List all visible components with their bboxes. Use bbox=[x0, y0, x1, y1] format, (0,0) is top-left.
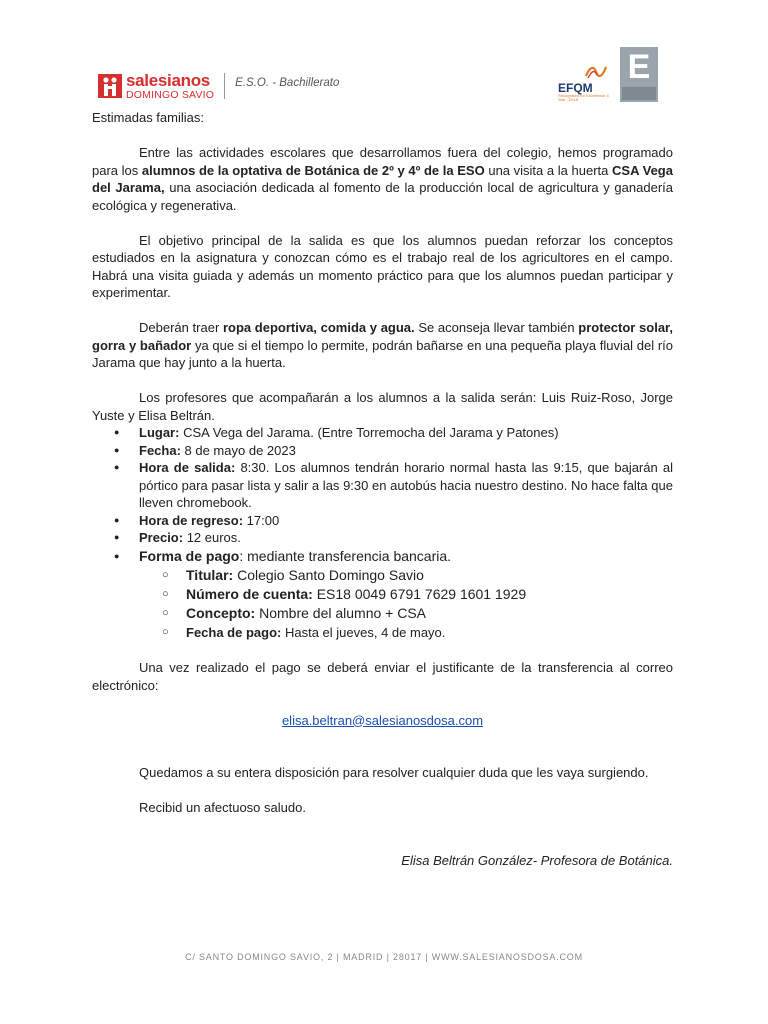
fecha-label: Fecha: bbox=[139, 442, 181, 458]
list-item-precio bbox=[92, 529, 673, 547]
hora-regreso-label: Hora de regreso: bbox=[139, 512, 244, 528]
forma-pago-value: : mediante transferencia bancaria. bbox=[239, 547, 452, 564]
list-item-numero-cuenta bbox=[139, 585, 673, 604]
lugar-value: CSA Vega del Jarama. (Entre Torremocha del Jarama y Patones) bbox=[179, 425, 559, 440]
intro-text-1: Entre las actividades escolares que desarrollamos fuera del colegio, hemos programado para los bbox=[92, 145, 673, 178]
efqm-title: EFQM bbox=[558, 81, 593, 95]
fecha-pago-label: Fecha de pago: bbox=[186, 624, 282, 640]
paragraph-closing: Quedamos a su entera disposición para resolver cualquier duda que les vaya surgiendo. bbox=[139, 765, 649, 780]
hora-salida-label: Hora de salida: bbox=[139, 460, 236, 475]
list-item-lugar bbox=[92, 424, 673, 442]
paragraph-payment-proof: Una vez realizado el pago se deberá enviar el justificante de la transferencia al correo electrónico: bbox=[92, 660, 673, 693]
fecha-value: 8 de mayo de 2023 bbox=[180, 442, 296, 458]
paragraph-greeting: Recibid un afectuoso saludo. bbox=[139, 800, 306, 815]
list-item-hora-regreso bbox=[92, 512, 673, 530]
intro-bold-students: alumnos de la optativa de Botánica de 2º y 4º de la ESO bbox=[141, 162, 485, 178]
precio-label: Precio: bbox=[139, 530, 184, 545]
equipment-text-2: Se aconseja llevar también bbox=[414, 320, 579, 335]
letterhead bbox=[0, 0, 768, 110]
hora-regreso-value: 17:00 bbox=[243, 512, 280, 528]
efqm-swoosh-icon bbox=[584, 64, 608, 80]
paragraph-teachers: Los profesores que acompañarán a los alumnos a la salida serán: Luis Ruiz-Roso, Jorge Yuste y Elisa Beltrán. bbox=[92, 390, 673, 423]
signature: Elisa Beltrán González- Profesora de Botánica. bbox=[401, 852, 673, 868]
paragraph-objective: El objetivo principal de la salida es que los alumnos puedan reforzar los conceptos estudiados en la asignatura y conozcan cómo es el trabajo real de los agricultores en el campo. Habrá una visita guiada y además un momento práctico para que los alumnos puedan participar y experimentar. bbox=[92, 232, 673, 300]
intro-text-3: una asociación dedicada al fomento de la producción local de agricultura y ganadería ecológica y regenerativa. bbox=[92, 180, 673, 213]
list-item-hora-salida bbox=[92, 459, 673, 512]
intro-text-2: una visita a la huerta bbox=[484, 162, 613, 178]
hora-salida-value: 8:30. Los alumnos tendrán horario normal hasta las 9:15, que bajarán al pórtico para pasar lista y salir a las 9:30 en autobús hacia nuestro destino. No hace falta que lleven chromebook. bbox=[139, 460, 674, 510]
footer-address: C/ SANTO DOMINGO SAVIO, 2 | MADRID | 28017 | WWW.SALESIANOSDOSA.COM bbox=[185, 952, 583, 962]
intro-bold-csa: CSA Vega del Jarama, bbox=[92, 162, 673, 195]
titular-value: Colegio Santo Domingo Savio bbox=[233, 566, 424, 583]
forma-pago-label: Forma de pago bbox=[139, 547, 240, 564]
numero-cuenta-value: ES18 0049 6791 7629 1601 1929 bbox=[312, 585, 527, 602]
list-item-fecha bbox=[92, 442, 673, 460]
efqm-badge bbox=[554, 60, 614, 102]
excellence-seal-strip bbox=[622, 87, 656, 100]
letter-body bbox=[92, 110, 673, 869]
trip-details-list bbox=[92, 424, 673, 642]
precio-value: 12 euros. bbox=[183, 530, 241, 545]
email-line bbox=[92, 712, 673, 730]
salesianos-logo bbox=[98, 71, 339, 101]
salutation: Estimadas familias: bbox=[92, 110, 204, 125]
list-item-titular bbox=[139, 566, 673, 585]
school-stage: E.S.O. - Bachillerato bbox=[235, 77, 340, 89]
list-item-concepto bbox=[139, 604, 673, 623]
titular-label: Titular: bbox=[186, 566, 234, 583]
list-item-forma-pago bbox=[92, 547, 673, 642]
concepto-label: Concepto: bbox=[186, 604, 256, 621]
equipment-bold-2: protector solar, gorra y bañador bbox=[92, 320, 673, 353]
equipment-text-1: Deberán traer bbox=[139, 320, 223, 335]
email-link[interactable]: elisa.beltran@salesianosdosa.com bbox=[281, 712, 484, 728]
efqm-tagline: Recognised for Excellence 4 Star - 2018 bbox=[558, 93, 609, 103]
numero-cuenta-label: Número de cuenta: bbox=[186, 585, 313, 602]
equipment-text-3: ya que si el tiempo lo permite, podrán bañarse en una pequeña playa fluvial del río Jarama que hay junto a la huerta. bbox=[92, 337, 673, 370]
equipment-bold-1: ropa deportiva, comida y agua. bbox=[222, 320, 415, 335]
logo-subtitle: DOMINGO SAVIO bbox=[126, 88, 215, 101]
excellence-e-seal bbox=[620, 47, 658, 102]
lugar-label: Lugar: bbox=[139, 425, 180, 440]
concepto-value: Nombre del alumno + CSA bbox=[255, 604, 427, 621]
paragraph-equipment bbox=[92, 319, 673, 372]
list-item-fecha-pago bbox=[139, 623, 673, 642]
paragraph-intro bbox=[92, 144, 673, 214]
excellence-e-letter: E bbox=[627, 48, 651, 86]
logo-name: salesianos bbox=[126, 70, 210, 90]
logo-divider bbox=[224, 73, 225, 99]
payment-details-list bbox=[139, 566, 673, 642]
fecha-pago-value: Hasta el jueves, 4 de mayo. bbox=[281, 624, 446, 640]
salesianos-emblem-icon bbox=[98, 74, 122, 98]
